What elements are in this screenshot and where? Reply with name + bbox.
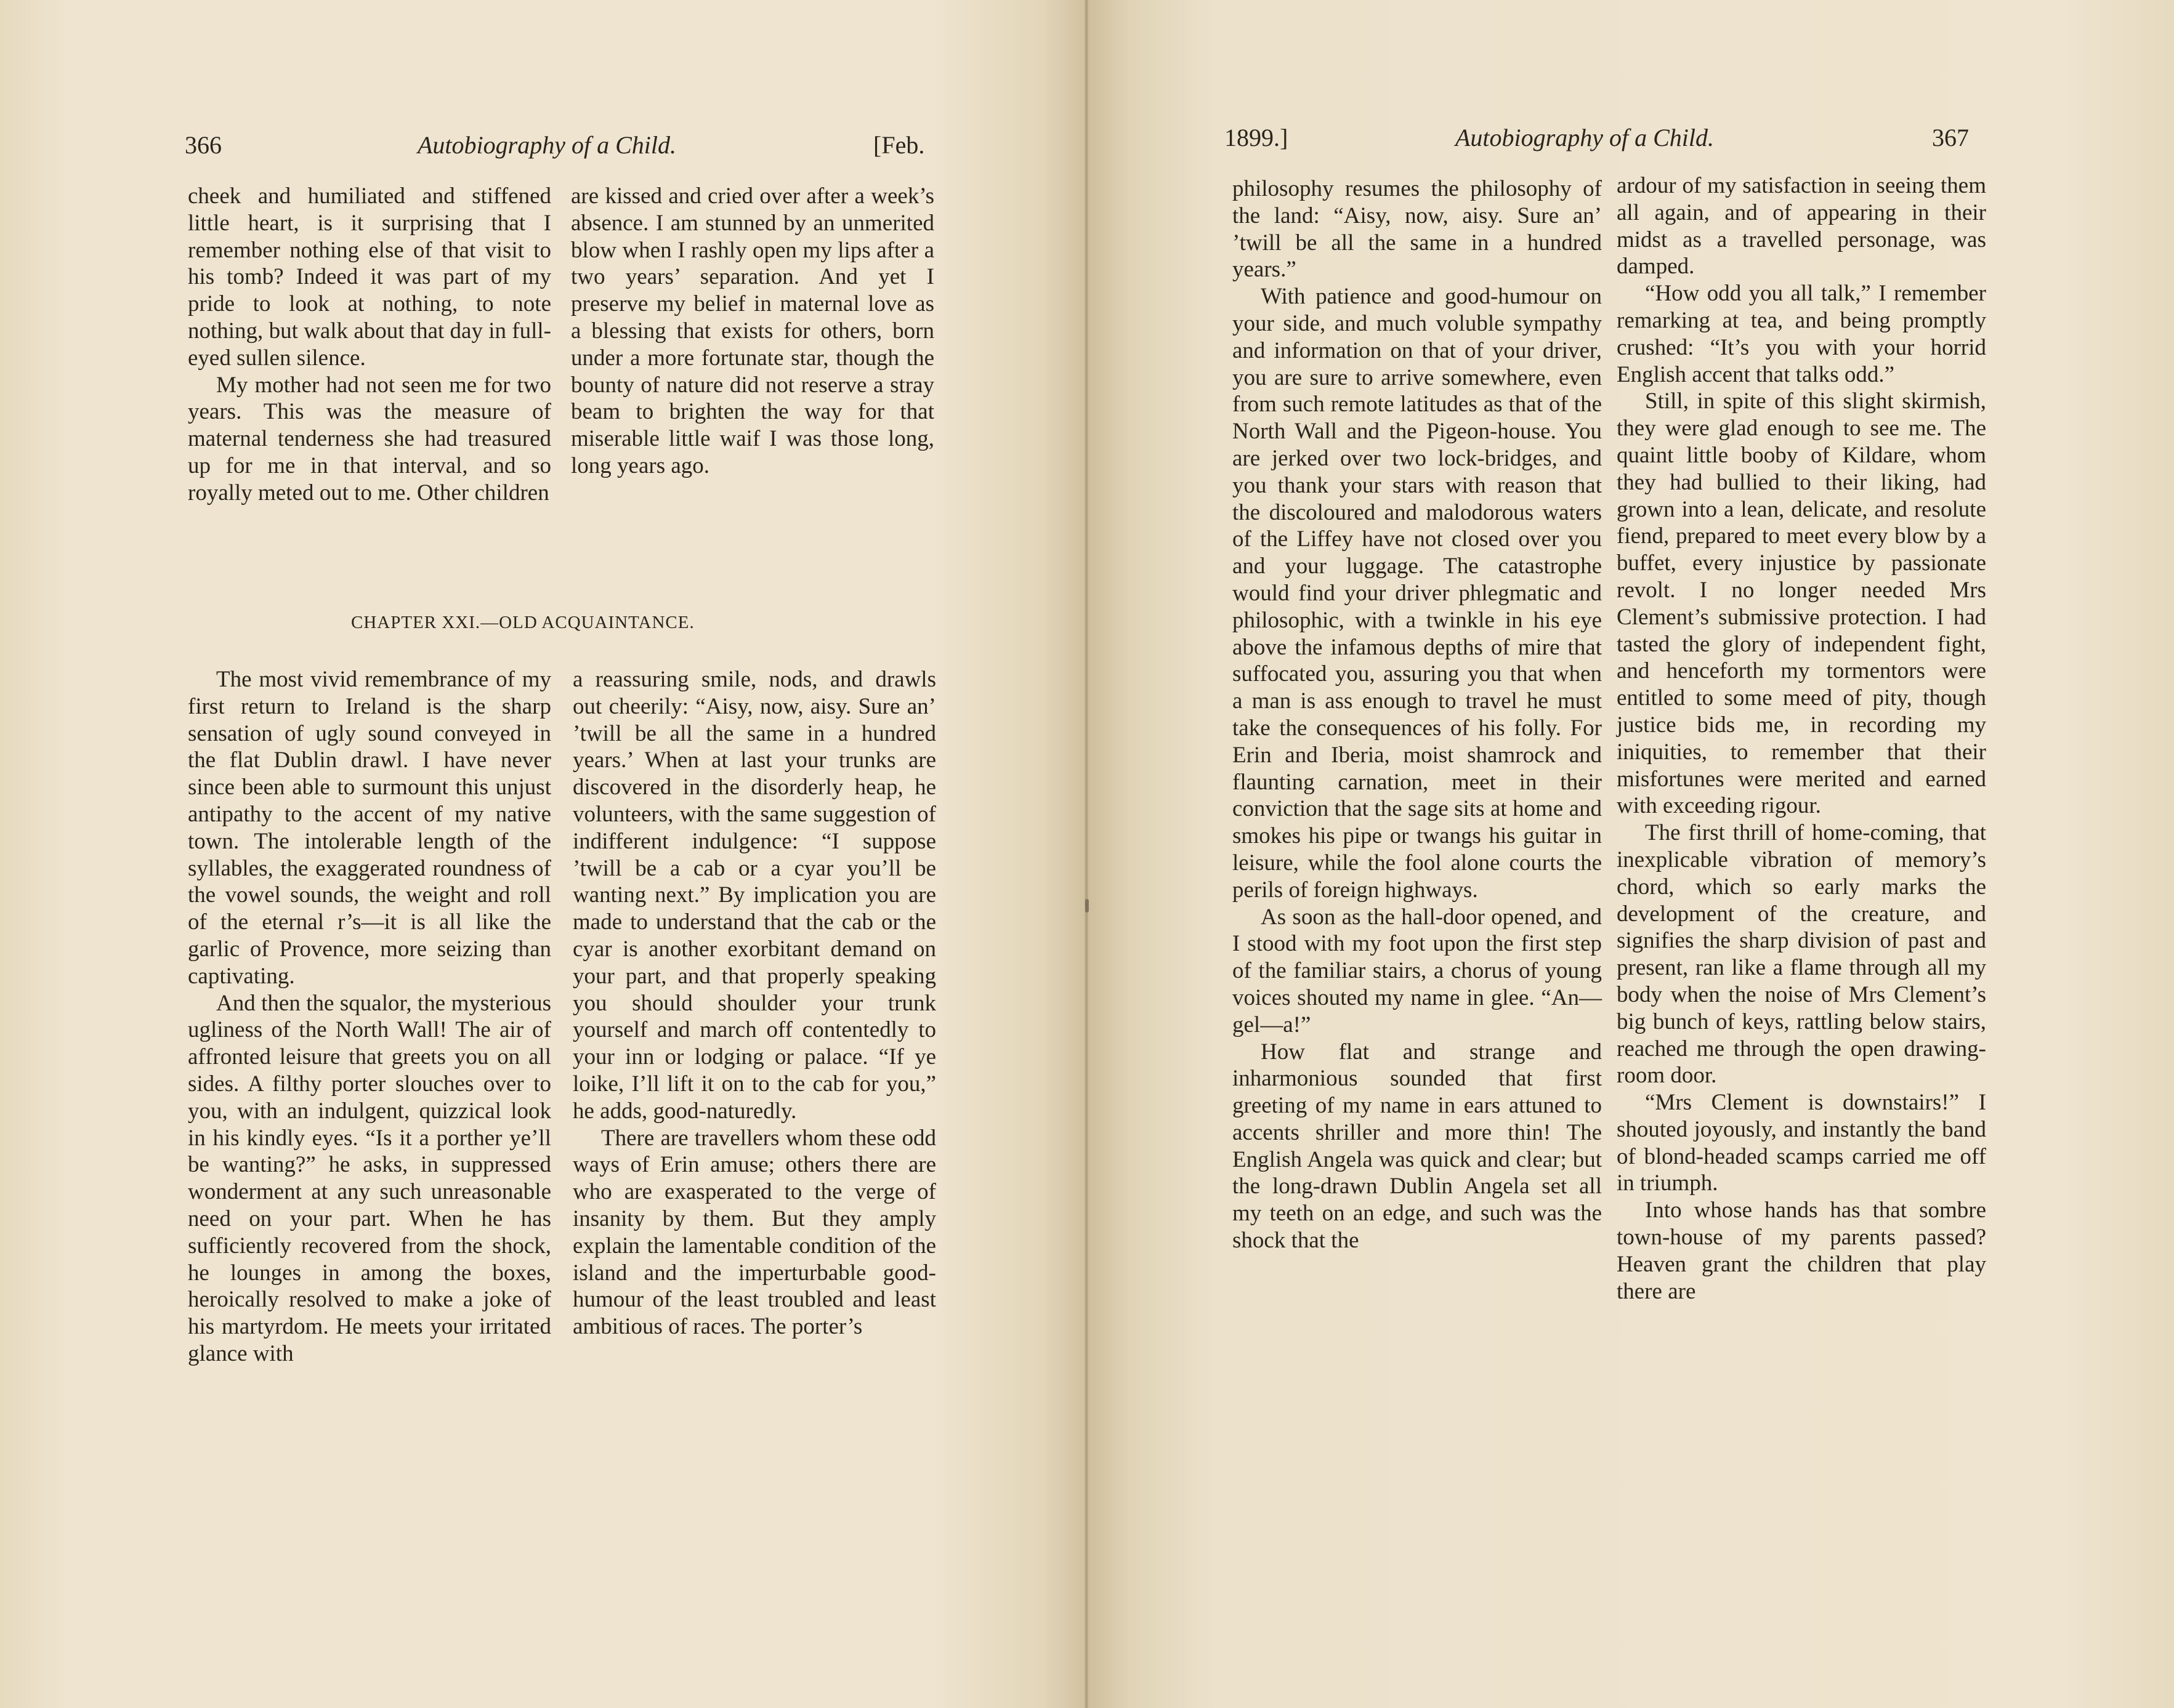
right-running-date: 1899.]	[1224, 124, 1288, 151]
left-running-title: Autobiography of a Child.	[418, 131, 676, 159]
left-top-column-1	[188, 183, 551, 507]
paragraph: How flat and strange and inharmonious sounded that first greeting of my name in ears attuned to accents shriller and more thin! The English Angela was quick and clear; but the long-drawn Dublin Angela set all my teeth on an edge, and such was the shock that the	[1232, 1039, 1602, 1254]
left-top-column-2	[571, 183, 934, 480]
paragraph: As soon as the hall-door opened, and I stood with my foot upon the first step of the familiar stairs, a chorus of young voices shouted my name in glee. “An—gel—a!”	[1232, 904, 1602, 1037]
paragraph: With patience and good-humour on your side, and much voluble sympathy and information on that of your driver, you are sure to arrive somewhere, even from such remote latitudes as that of the North Wall and the Pigeon-house. You are jerked over two lock-bridges, and you thank your stars with reason that the discoloured and malodorous waters of the Liffey have not closed over you and your luggage. The catastrophe would find your driver phlegmatic and philosophic, with a twinkle in his eye above the infamous depths of mire that suffocated you, assuring you that when a man is ass enough to travel he must take the consequences of his folly. For Erin and Iberia, moist shamrock and flaunting carnation, meet in their conviction that the sage sits at home and smokes his pipe or twangs his guitar in leisure, while the fool alone courts the perils of foreign highways.	[1232, 284, 1602, 903]
paragraph: Still, in spite of this slight skirmish, they were glad enough to see me. The quaint little booby of Kildare, whom they had bullied to their liking, had grown into a lean, delicate, and resolute fiend, prepared to meet every blow by a buffet, every injustice by passionate revolt. I no longer needed Mrs Clement’s submissive protection. I had tasted the glory of independent fight, and henceforth my tormentors were entitled to some meed of pity, though justice bids me, in recording my iniquities, to remember that their misfortunes were merited and earned with exceeding rigour.	[1617, 389, 1986, 819]
gutter-mark	[1085, 899, 1089, 912]
paragraph: cheek and humiliated and stiffened little heart, is it surprising that I remember nothing else of that visit to his tomb? Indeed it was part of my pride to look at nothing, to note nothing, but walk about that day in full-eyed sullen silence.	[188, 183, 551, 371]
left-running-head	[0, 131, 1087, 167]
paragraph: “Mrs Clement is downstairs!” I shouted joyously, and instantly the band of blond-headed scamps carried me off in triumph.	[1617, 1090, 1986, 1196]
right-column-2	[1617, 172, 1986, 1305]
right-running-title: Autobiography of a Child.	[1455, 124, 1714, 151]
book-gutter	[1085, 0, 1088, 1708]
paragraph: ardour of my satisfaction in seeing them all again, and of appearing in their midst as a travelled personage, was damped.	[1617, 173, 1986, 280]
paragraph: And then the squalor, the mysterious ugliness of the North Wall! The air of affronted leisure that greets you on all sides. A filthy porter slouches over to you, with an indulgent, quizzical look in his kindly eyes. “Is it a porther ye’ll be wanting?” he asks, in suppressed wonderment at any such unreasonable need on your part. When he has sufficiently recovered from the shock, he lounges in among the boxes, heroically resolved to make a joke of his martyrdom. He meets your irritated glance with	[188, 990, 551, 1366]
left-page-number: 366	[185, 131, 222, 159]
paragraph: The most vivid remembrance of my first return to Ireland is the sharp sensation of ugly sound conveyed in the flat Dublin drawl. I have never since been able to surmount this unjust antipathy to the accent of my native town. The intolerable length of the syllables, the exaggerated roundness of the vowel sounds, the weight and roll of the eternal r’s—it is all like the garlic of Provence, more seizing than captivating.	[188, 667, 551, 989]
right-page-number: 367	[1932, 124, 1969, 151]
paragraph: Into whose hands has that sombre town-house of my parents passed? Heaven grant the children that play there are	[1617, 1198, 1986, 1304]
right-running-head	[1087, 123, 2174, 160]
paragraph: “How odd you all talk,” I remember remarking at tea, and being promptly crushed: “It’s you with your horrid English accent that talks odd.”	[1617, 281, 1986, 387]
right-page	[1087, 0, 2174, 1708]
paragraph: The first thrill of home-coming, that inexplicable vibration of memory’s chord, which so early marks the development of the creature, and signifies the sharp division of past and present, ran like a flame through all my body when the noise of Mrs Clement’s big bunch of keys, rattling below stairs, reached me through the open drawing-room door.	[1617, 820, 1986, 1089]
paragraph: There are travellers whom these odd ways of Erin amuse; others there are who are exasperated to the verge of insanity by them. But they amply explain the lamentable condition of the island and the imperturbable good-humour of the least troubled and least ambitious of races. The porter’s	[573, 1125, 936, 1340]
paragraph: philosophy resumes the philosophy of the land: “Aisy, now, aisy. Sure an’ ’twill be all the same in a hundred years.”	[1232, 176, 1602, 283]
paragraph: a reassuring smile, nods, and drawls out cheerily: “Aisy, now, aisy. Sure an’ ’twill be all the same in a hundred years.’ When at last your trunks are discovered in the disorderly heap, he volunteers, with the same suggestion of indifferent indulgence: “I suppose ’twill be a cab or a cyar you’ll be wanting next.” By implication you are made to understand that the cab or the cyar is another exorbitant demand on your part, and that properly speaking you should shoulder your trunk yourself and march off contentedly to your inn or lodging or palace. “If ye loike, I’ll lift it on to the cab for you,” he adds, good-naturedly.	[573, 667, 936, 1124]
left-bottom-column-2	[573, 666, 936, 1340]
chapter-heading: CHAPTER XXI.—OLD ACQUAINTANCE.	[351, 613, 695, 632]
left-bottom-column-1	[188, 666, 551, 1368]
left-running-date: [Feb.	[873, 131, 925, 159]
paragraph: My mother had not seen me for two years. This was the measure of maternal tenderness she had treasured up for me in that interval, and so royally meted out to me. Other children	[188, 372, 551, 506]
paragraph: are kissed and cried over after a week’s absence. I am stunned by an unmerited blow when I rashly open my lips after a two years’ separation. And yet I preserve my belief in maternal love as a blessing that exists for others, born under a more fortunate star, though the bounty of nature did not reserve a stray beam to brighten the way for that miserable little waif I was those long, long years ago.	[571, 183, 934, 478]
right-column-1	[1232, 175, 1602, 1254]
